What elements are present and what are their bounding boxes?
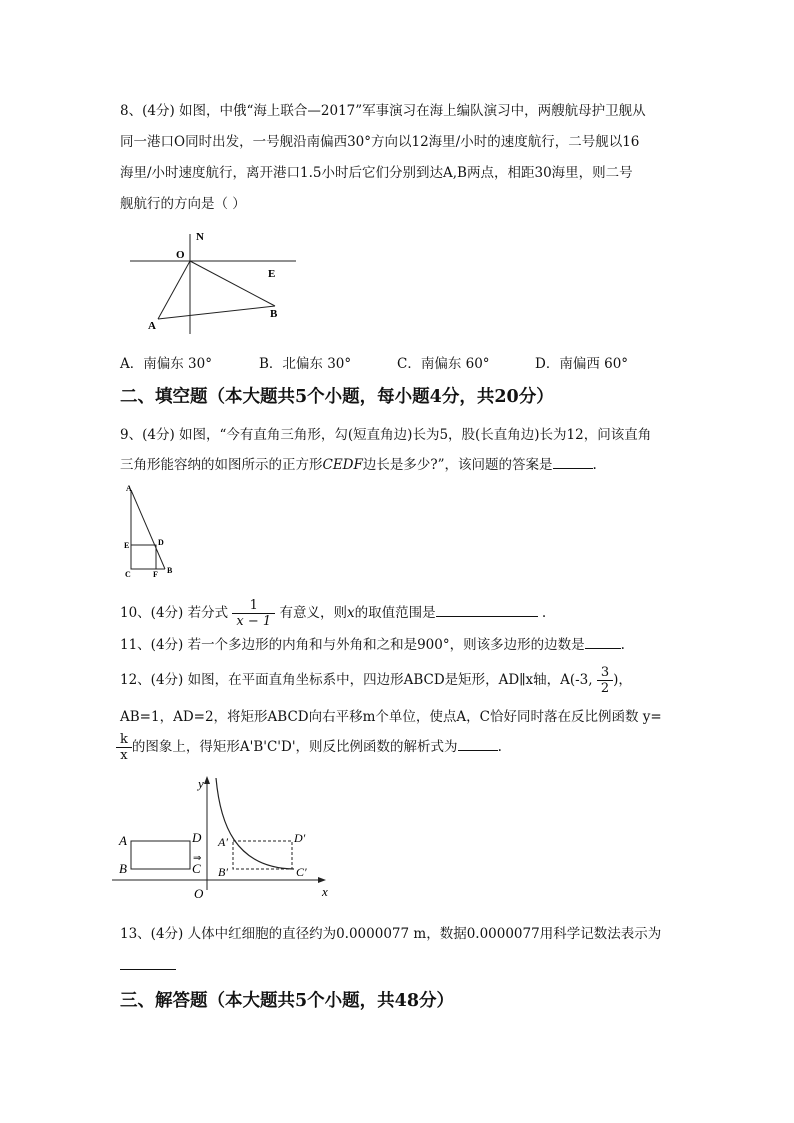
q12-y-axis-arrow [204, 776, 210, 784]
q9-label-f: F [153, 570, 158, 578]
q12-line-2: AB=1，AD=2，将矩形ABCD向右平移m个单位，使点A，C恰好同时落在反比例函数 y= [120, 709, 662, 725]
q8-segment-ob [190, 261, 275, 306]
q9-label-c: C [125, 570, 131, 578]
q12-label-b-prime: B′ [218, 865, 228, 879]
q12-fraction-numerator: 3 [600, 665, 610, 680]
q8-label-a: A [148, 320, 156, 332]
q12-label-d-prime: D′ [294, 831, 306, 845]
q10-fraction [232, 598, 275, 629]
q12-label-b: B [119, 861, 127, 876]
q12-answer-blank [458, 738, 498, 751]
q10-variable: x [346, 605, 355, 621]
q12-fraction-denominator: 2 [597, 680, 613, 696]
q12-label-a: A [119, 833, 127, 848]
q12-label-d: D [192, 830, 202, 845]
q9-label-d: D [158, 538, 164, 547]
q12-figure [112, 772, 338, 902]
q12-x: x [116, 747, 132, 763]
q12-line-1 [120, 661, 632, 699]
q13-line: 13、(4分) 人体中红细胞的直径约为0.0000077 m，数据0.0000077用科学记数法表示为 [120, 926, 662, 942]
q8-label-e: E [268, 268, 276, 280]
q12-line-3 [120, 730, 502, 764]
q12-rectangle-abcd [131, 841, 190, 869]
q12-line-3-end: . [497, 739, 502, 755]
q8-line-4: 舰航行的方向是（ ） [120, 196, 246, 212]
q12-x-axis-arrow [318, 877, 326, 883]
q12-rectangle-translated [233, 841, 292, 869]
q9-square-name: CEDF [322, 457, 363, 473]
q8-label-o: O [176, 249, 185, 261]
q9-line-2 [120, 456, 597, 474]
q10-line [120, 596, 546, 630]
q9-label-b: B [167, 566, 173, 575]
q12-hyperbola [216, 778, 294, 869]
q12-line-1-text: 12、(4分) 如图，在平面直角坐标系中，四边形ABCD是矩形，AD∥x轴，A(-3, [120, 672, 593, 688]
q12-label-c-prime: C′ [296, 865, 307, 879]
q9-side-ab [131, 490, 165, 569]
q12-k-over-x [116, 732, 132, 763]
q8-option-b: B．北偏东 30° [259, 356, 352, 372]
q12-arrow-symbol: ⇒ [193, 853, 202, 864]
q10-end: . [541, 605, 547, 621]
q9-label-a: A [126, 484, 132, 493]
q12-label-x: x [322, 884, 328, 899]
q8-segment-ab [158, 306, 275, 319]
q12-point-a-fraction [597, 665, 613, 696]
q9-figure [124, 482, 180, 578]
q8-label-n: N [196, 231, 204, 243]
q12-label-c: C [192, 861, 201, 876]
q10-fraction-denominator: x − 1 [232, 613, 275, 629]
q9-square-cedf [131, 545, 156, 569]
q12-line-3-text: 的图象上，得矩形A'B'C'D'，则反比例函数的解析式为 [131, 739, 458, 755]
q9-line-2-end: . [592, 457, 597, 473]
q8-line-1: 8、(4分) 如图，中俄“海上联合—2017”军事演习在海上编队演习中，两艘航母护卫舰从 [120, 103, 646, 119]
q9-label-e: E [124, 541, 130, 550]
q8-line-2: 同一港口O同时出发，一号舰沿南偏西30°方向以12海里/小时的速度航行，二号舰以16 [120, 134, 640, 150]
q9-line-1: 9、(4分) 如图，“今有直角三角形，勾(短直角边)长为5，股(长直角边)长为12，问该直角 [120, 427, 652, 443]
q9-line-2-text-b: 边长是多少?”，该问题的答案是 [362, 457, 553, 473]
q9-line-2-text-a: 三角形能容纳的如图所示的正方形 [120, 457, 323, 473]
q8-label-b: B [270, 308, 278, 320]
q10-answer-blank [436, 604, 538, 617]
q8-line-3: 海里/小时速度航行，离开港口1.5小时后它们分别到达A,B两点，相距30海里，则二号 [120, 165, 633, 181]
q11-line [120, 636, 625, 654]
q13-answer-blank [120, 969, 176, 970]
q12-label-a-prime: A′ [218, 835, 228, 849]
section-3-title: 三、解答题（本大题共5个小题，共48分） [120, 991, 455, 1011]
q8-option-d: D．南偏西 60° [535, 356, 629, 372]
q11-text: 11、(4分) 若一个多边形的内角和与外角和之和是900°，则该多边形的边数是 [120, 637, 585, 653]
q8-option-c: C．南偏东 60° [397, 356, 490, 372]
q12-k: k [120, 732, 128, 747]
q11-end: . [620, 637, 625, 653]
q12-line-1-end: )， [613, 672, 632, 688]
q10-fraction-numerator: 1 [249, 598, 258, 613]
q12-label-y: y [198, 776, 204, 791]
q10-suffix: 的取值范围是 [354, 605, 436, 621]
q8-segment-oa [158, 261, 190, 319]
section-2-title: 二、填空题（本大题共5个小题，每小题4分，共20分） [120, 387, 554, 407]
q8-option-a: A．南偏东 30° [120, 356, 212, 372]
q11-answer-blank [585, 636, 621, 649]
q12-label-o: O [194, 886, 204, 901]
q8-figure [128, 226, 298, 338]
q9-answer-blank [553, 456, 593, 469]
q10-prefix: 10、(4分) 若分式 [120, 605, 229, 621]
q10-middle: 有意义，则 [279, 605, 347, 621]
